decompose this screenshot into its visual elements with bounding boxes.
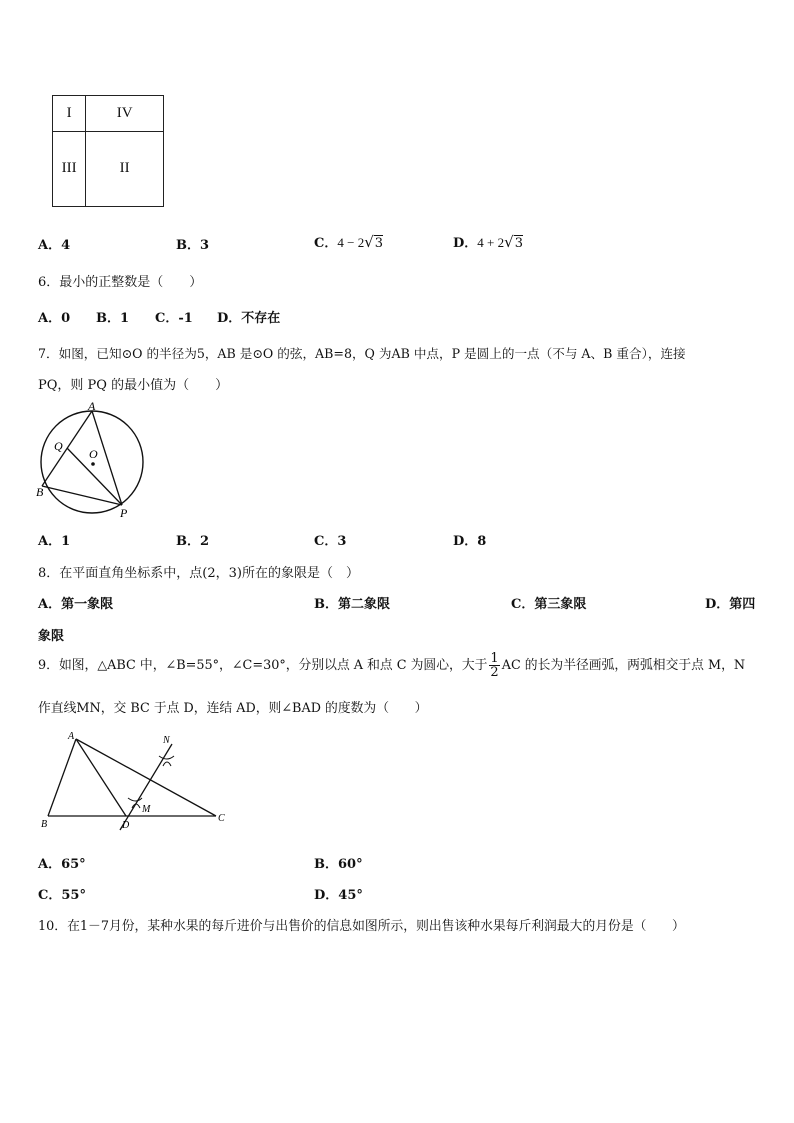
q7-option-d: D．8 bbox=[453, 534, 487, 549]
q9-stem-line1 bbox=[38, 652, 745, 679]
q9-frac-num: 1 bbox=[490, 651, 499, 666]
side-ab bbox=[48, 739, 76, 816]
q7-stem-line1: 7．如图，已知⊙O 的半径为5，AB 是⊙O 的弦，AB=8，Q 为AB 中点，P 是圆上的一点（不与 A、B 重合），连接 bbox=[38, 346, 686, 361]
q8-option-a: A．第一象限 bbox=[38, 597, 114, 612]
label-a: A bbox=[68, 731, 75, 742]
q7-option-c: C．3 bbox=[314, 534, 347, 549]
q9-option-d: D．45° bbox=[314, 888, 363, 903]
q5-option-a: A．4 bbox=[38, 238, 71, 253]
q9-option-a: A．65° bbox=[38, 857, 86, 872]
label-a: A bbox=[88, 399, 96, 413]
q5-option-b: B．3 bbox=[176, 238, 210, 253]
arc-m-1 bbox=[128, 798, 142, 801]
q8-option-d: D．第四 bbox=[705, 597, 756, 612]
q9-fraction bbox=[489, 652, 499, 679]
q5-option-c-expr: 4 − 2 bbox=[337, 235, 365, 250]
center-point-o bbox=[91, 462, 95, 466]
q5-option-d-expr: 4 + 2 bbox=[477, 235, 505, 250]
triangle-construction-figure bbox=[36, 728, 232, 832]
q9-option-b: B．60° bbox=[314, 857, 363, 872]
q8-option-d-wrap: 象限 bbox=[38, 629, 65, 644]
q8-option-c: C．第三象限 bbox=[511, 597, 587, 612]
q5-option-d-label: D． bbox=[453, 236, 478, 251]
q5-option-d: D．4 + 2√3 bbox=[453, 233, 523, 251]
label-c: C bbox=[218, 813, 225, 824]
label-p: P bbox=[120, 506, 128, 520]
q7-option-b: B．2 bbox=[176, 534, 210, 549]
quadrant-grid-figure bbox=[52, 95, 164, 207]
q6-option-a: A．0 bbox=[38, 311, 71, 326]
q5-option-c: C．4 − 2√3 bbox=[314, 233, 384, 251]
label-m: M bbox=[142, 804, 151, 815]
grid-cell-3: III bbox=[53, 131, 86, 206]
q10-stem: 10．在1－7月份，某种水果的每斤进价与出售价的信息如图所示，则出售该种水果每斤利润最大的月份是（ ） bbox=[38, 919, 685, 934]
label-b: B bbox=[36, 485, 44, 499]
q9-stem-line2: 作直线MN，交 BC 于点 D，连结 AD，则∠BAD 的度数为（ ） bbox=[38, 701, 428, 716]
q6-option-c: C．-1 bbox=[155, 311, 193, 326]
q8-option-b: B．第二象限 bbox=[314, 597, 390, 612]
q6-option-d: D．不存在 bbox=[217, 311, 281, 326]
label-q: Q bbox=[54, 439, 63, 453]
q9-stem-pre: 9．如图，△ABC 中，∠B=55°，∠C=30°，分别以点 A 和点 C 为圆心，大于 bbox=[38, 658, 488, 673]
q6-option-b: B．1 bbox=[96, 311, 130, 326]
segment-ad bbox=[76, 739, 126, 816]
label-o: O bbox=[89, 447, 98, 461]
q5-option-c-root: 3 bbox=[374, 236, 384, 251]
q5-option-c-label: C． bbox=[314, 236, 338, 251]
grid-cell-1: I bbox=[53, 96, 86, 132]
q9-option-c: C．55° bbox=[38, 888, 86, 903]
q5-option-d-root: 3 bbox=[514, 236, 523, 251]
grid-cell-4: IV bbox=[86, 96, 164, 132]
q7-stem-line2: PQ，则 PQ 的最小值为（ ） bbox=[38, 378, 229, 393]
arc-n-2 bbox=[163, 762, 171, 766]
q9-frac-den: 2 bbox=[490, 665, 499, 680]
circle-geometry-figure bbox=[36, 398, 148, 522]
arc-n-1 bbox=[159, 756, 174, 759]
q8-stem: 8．在平面直角坐标系中，点(2，3)所在的象限是（ ） bbox=[38, 566, 359, 581]
label-d: D bbox=[122, 820, 130, 831]
q7-option-a: A．1 bbox=[38, 534, 71, 549]
q6-stem: 6．最小的正整数是（ ） bbox=[38, 275, 203, 290]
label-n: N bbox=[163, 735, 170, 746]
grid-cell-2: II bbox=[86, 131, 164, 206]
label-b: B bbox=[41, 819, 48, 830]
q9-stem-post: AC 的长为半径画弧，两弧相交于点 M，N bbox=[501, 658, 746, 673]
